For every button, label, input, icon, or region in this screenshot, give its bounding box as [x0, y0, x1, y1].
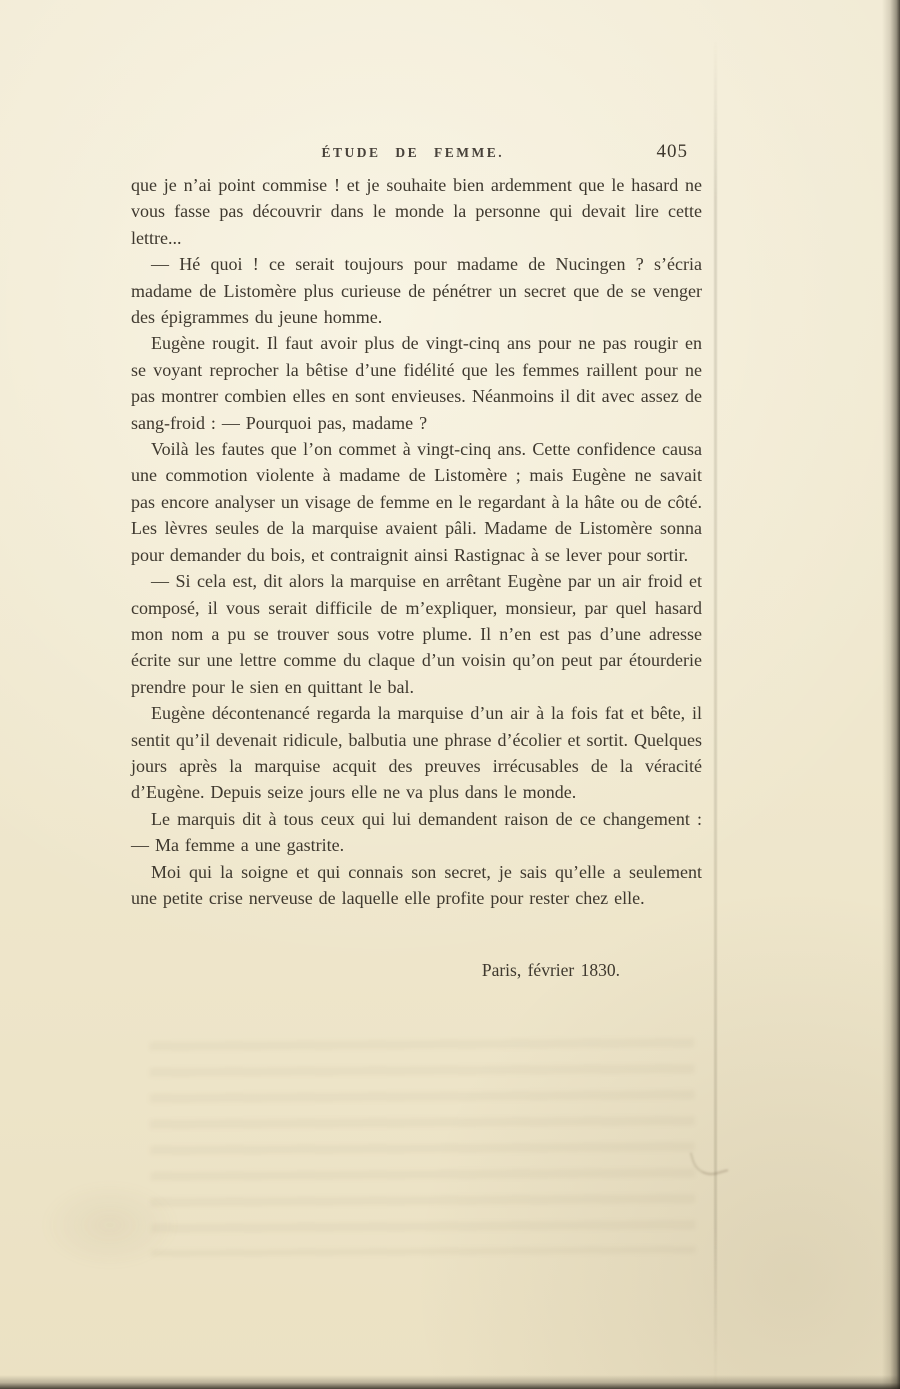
paragraph-1: que je n’ai point commise ! et je souhaite bien ardemment que le hasard ne vous fasse pas découvrir dans le monde la personne qui devait lire cette lettre...	[131, 175, 702, 248]
paragraph-8: Moi qui la soigne et qui connais son secret, je sais qu’elle a seulement une petite crise nerveuse de laquelle elle profite pour rester chez elle.	[131, 861, 702, 908]
paragraph-2: — Hé quoi ! ce serait toujours pour madame de Nucingen ? s’écria madame de Listomère plus curieuse de pénétrer un secret que de se venger des épigrammes du jeune homme.	[131, 254, 702, 328]
paragraph-4: Voilà les fautes que l’on commet à vingt-cinq ans. Cette confidence causa une commotion violente à madame de Listomère ; mais Eugène ne savait pas encore analyser un visage de femme en le regardant à la hâte ou de côté. Les lèvres seules de la marquise avaient pâli. Madame de Listomère sonna pour demander du bois, et contraignit ainsi Rastignac à se lever pour sortir.	[131, 439, 702, 565]
paragraph-5: — Si cela est, dit alors la marquise en arrêtant Eugène par un air froid et composé, il vous serait difficile de m’expliquer, monsieur, par quel hasard mon nom a pu se trouver sous votre plume. Il n’en est pas d’une adresse écrite sur une lettre comme du claque d’un voisin qu’on peut par étourderie prendre pour le sien en quittant le bal.	[131, 571, 702, 697]
page-number: 405	[656, 141, 688, 162]
body-text	[131, 172, 702, 984]
scan-edge-right	[882, 0, 900, 1389]
page-crease	[714, 40, 717, 1389]
paragraph-6: Eugène décontenancé regarda la marquise d’un air à la fois fat et bête, il sentit qu’il devenait ridicule, balbutia une phrase d’écolier et sortit. Quelques jours après la marquise acquit des preuves irrécusables de la véracité d’Eugène. Depuis seize jours elle ne va plus dans le monde.	[131, 703, 702, 803]
paper-stain	[40, 1180, 180, 1270]
handwritten-mark	[690, 1144, 728, 1180]
reverse-page-showthrough	[149, 1038, 695, 1257]
running-title: ÉTUDE DE FEMME.	[321, 145, 505, 160]
scan-edge-bottom	[0, 1375, 900, 1389]
page-header	[131, 141, 702, 167]
paragraph-7: Le marquis dit à tous ceux qui lui demandent raison de ce changement : — Ma femme a une gastrite.	[131, 808, 702, 856]
paragraph-3: Eugène rougit. Il faut avoir plus de vingt-cinq ans pour ne pas rougir en se voyant reprocher la bêtise d’une fidélité que les femmes raillent pour ne pas montrer combien elles en sont envieuses. Néanmoins il dit avec assez de sang-froid : — Pourquoi pas, madame ?	[131, 333, 702, 433]
dateline: Paris, février 1830.	[481, 960, 620, 981]
